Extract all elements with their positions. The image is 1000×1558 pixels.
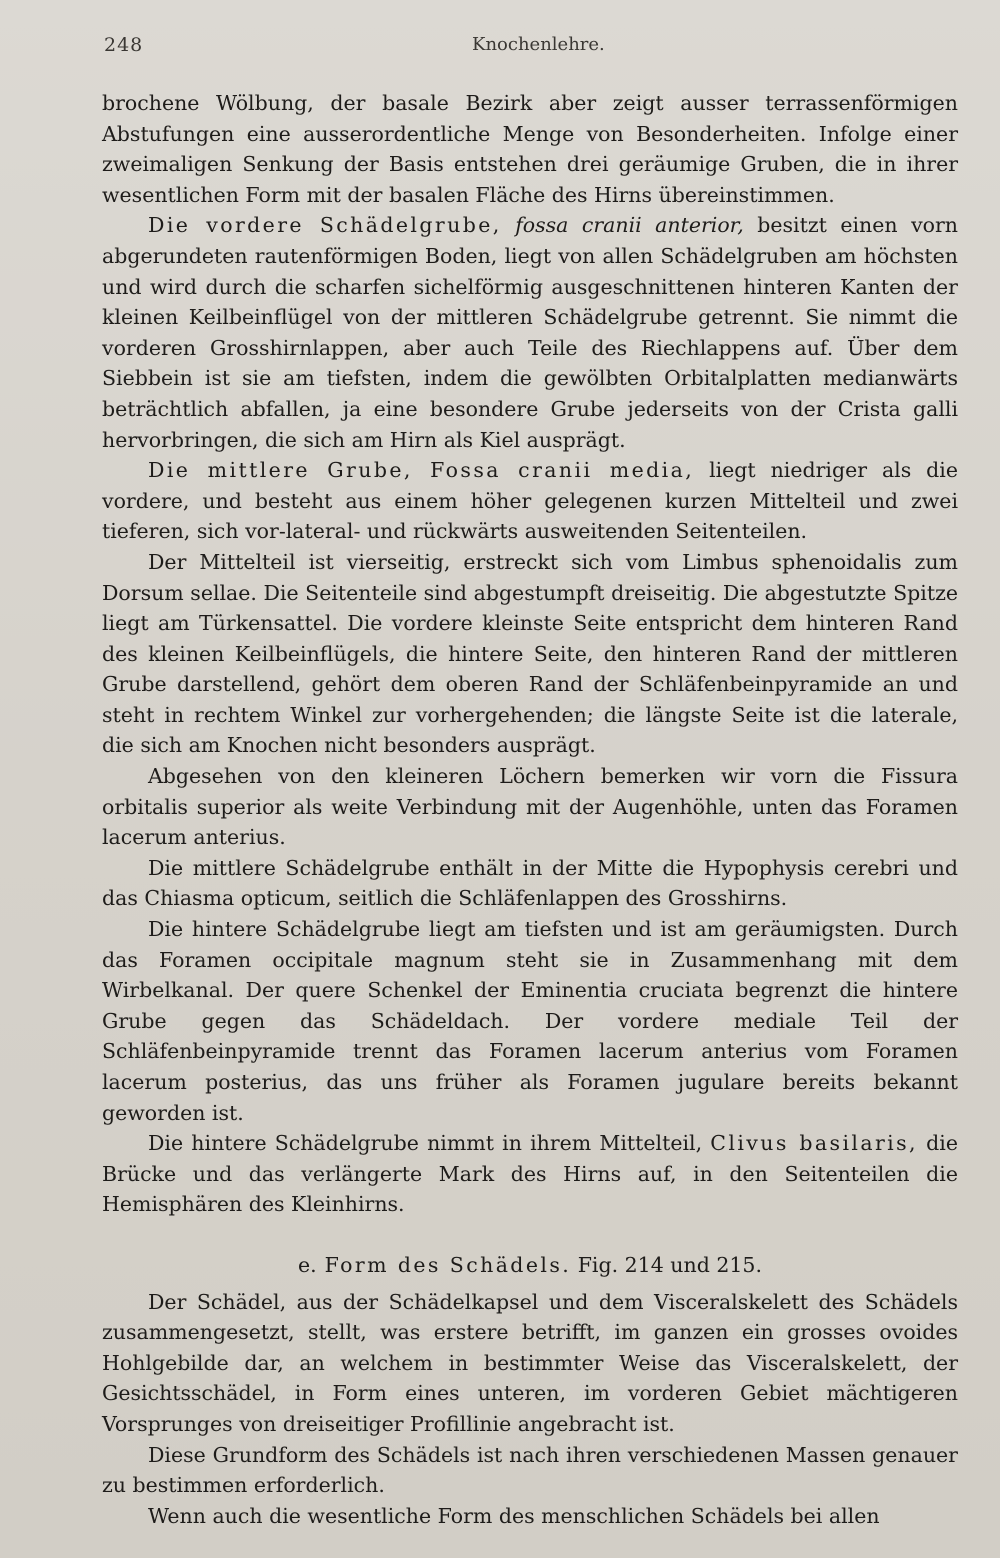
paragraph-text: brochene Wölbung, der basale Bezirk aber zeigt ausser terrassenförmigen Abstufungen eine ausserordentliche Menge von Besonderheiten. Infolge einer zweimaligen Senkung der Basis entstehen drei geräumige Gruben, die in ihrer wesentlichen Form mit der basalen Fläche des Hirns übereinstimmen. (102, 91, 958, 207)
paragraph-clivus (102, 1128, 958, 1220)
paragraph-continuation (102, 88, 958, 210)
paragraph-text: besitzt einen vorn abgerundeten rautenförmigen Boden, liegt von allen Schädelgruben am höchsten und wird durch die scharfen sichelförmig ausgeschnittenen hinteren Kanten der kleinen Keilbeinflügel von der mittleren Schädelgrube getrennt. Sie nimmt die vorderen Grosshirnlappen, aber auch Teile des Riechlappens auf. Über dem Siebbein ist sie am tiefsten, indem die gewölbten Orbitalplatten medianwärts beträchtlich abfallen, ja eine besondere Grube jederseits von der Crista galli hervorbringen, die sich am Hirn als Kiel ausprägt. (102, 213, 958, 452)
paragraph-text: liegt niedriger als die vordere, und besteht aus einem höher gelegenen kurzen Mittelteil und zwei tieferen, sich vor-lateral- und rückwärts ausweitenden Seitenteilen. (102, 458, 958, 544)
paragraph-text: Wenn auch die wesentliche Form des menschlichen Schädels bei allen (148, 1503, 880, 1528)
term-clivus-basilaris: Clivus basilaris, (710, 1131, 918, 1156)
paragraph-text: Diese Grundform des Schädels ist nach ihren verschiedenen Massen genauer zu bestimmen erforderlich. (102, 1442, 958, 1498)
running-title: Knochenlehre. (472, 34, 605, 55)
body-text (102, 88, 958, 1531)
paragraph-text: Abgesehen von den kleineren Löchern bemerken wir vorn die Fissura orbitalis superior als weite Verbindung mit der Augenhöhle, unten das Foramen lacerum anterius. (102, 764, 958, 850)
paragraph-wesentliche-form (102, 1501, 958, 1532)
paragraph-mittelteil (102, 547, 958, 761)
paragraph-text: die Brücke und das verlängerte Mark des Hirns auf, in den Seitenteilen die Hemisphären des Kleinhirns. (102, 1131, 958, 1217)
paragraph-inhalt-mittlere (102, 853, 958, 914)
paragraph-schaedel-form (102, 1287, 958, 1440)
figure-reference: Fig. 214 und 215. (577, 1252, 762, 1277)
paragraph-grundform (102, 1440, 958, 1501)
section-title: Form des Schädels. (324, 1252, 572, 1277)
latin-term-fossa-cranii-anterior: fossa cranii anterior, (515, 213, 744, 238)
paragraph-text: Die hintere Schädelgrube liegt am tiefsten und ist am geräumigsten. Durch das Foramen occipitale magnum steht sie in Zusammenhang mit dem Wirbelkanal. Der quere Schenkel der Eminentia cruciata begrenzt die hintere Grube gegen das Schädeldach. Der vordere mediale Teil der Schläfenbeinpyramide trennt das Foramen lacerum anterius vom Foramen lacerum posterius, das uns früher als Foramen jugulare bereits bekannt geworden ist. (102, 917, 958, 1125)
section-heading (102, 1250, 958, 1281)
paragraph-text: Der Mittelteil ist vierseitig, erstreckt sich vom Limbus sphenoidalis zum Dorsum sellae. Die Seitenteile sind abgestumpft dreiseitig. Die abgestutzte Spitze liegt am Türkensattel. Die vordere kleinste Seite entspricht dem hinteren Rand des kleinen Keilbeinflügels, die hintere Seite, den hinteren Rand der mittleren Grube darstellend, gehört dem oberen Rand der Schläfenbeinpyramide an und steht in rechtem Winkel zur vorhergehenden; die längste Seite ist die laterale, die sich am Knochen nicht besonders ausprägt. (102, 549, 958, 758)
term-mittlere-grube: Die mittlere Grube, Fossa cranii media, (148, 458, 695, 483)
term-vordere-schaedelgrube: Die vordere Schädelgrube, (148, 213, 502, 238)
paragraph-hintere-grube (102, 914, 958, 1128)
paragraph-fossa-media (102, 455, 958, 547)
paragraph-loecher (102, 761, 958, 853)
paragraph-fossa-anterior (102, 210, 958, 455)
page-header (100, 34, 960, 64)
page-number: 248 (104, 34, 144, 56)
section-letter: e. (298, 1252, 317, 1277)
paragraph-lead: Die hintere Schädelgrube nimmt in ihrem Mittelteil, (148, 1131, 703, 1156)
paragraph-text: Der Schädel, aus der Schädelkapsel und dem Visceralskelett des Schädels zusammengesetzt, stellt, was erstere betrifft, im ganzen ein grosses ovoides Hohlgebilde dar, an welchem in bestimmter Weise das Visceralskelett, der Gesichtsschädel, in Form eines unteren, im vorderen Gebiet mächtigeren Vorsprunges von dreiseitiger Profillinie angebracht ist. (102, 1289, 958, 1436)
paragraph-text: Die mittlere Schädelgrube enthält in der Mitte die Hypophysis cerebri und das Chiasma opticum, seitlich die Schläfenlappen des Grosshirns. (102, 855, 958, 911)
